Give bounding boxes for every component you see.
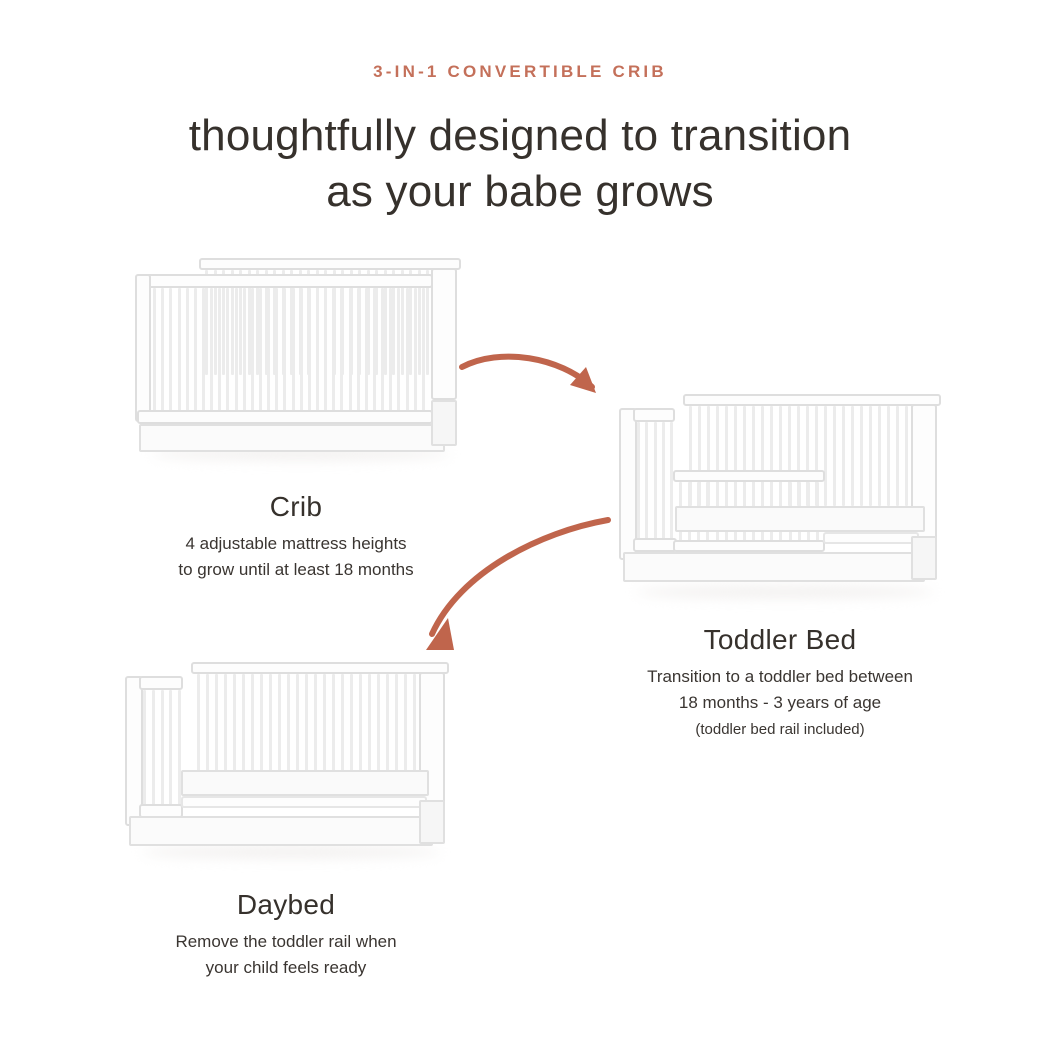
toddler-guard-rail-bottom [673, 540, 825, 552]
page-title-line-1: thoughtfully designed to transition [188, 111, 852, 160]
daybed-back-slats [197, 674, 443, 774]
crib-left-post [135, 274, 151, 422]
stage-toddler-desc-line-2: 18 months - 3 years of age [678, 692, 882, 712]
crib-front-bottom-rail [137, 410, 433, 424]
daybed-mattress-deck [181, 770, 429, 796]
daybed-base [129, 816, 433, 846]
toddler-mattress-deck [675, 506, 925, 532]
toddler-base-side [911, 536, 937, 580]
toddler-guard-rail-top [673, 470, 825, 482]
toddler-headboard-slats [637, 422, 673, 542]
page-title-line-2: as your babe grows [326, 167, 714, 217]
daybed-headboard-top-rail [139, 676, 183, 690]
crib-base [139, 424, 445, 452]
stage-crib-title: Crib [269, 491, 323, 522]
stage-crib-desc-line-2: to grow until at least 18 months [178, 559, 414, 579]
stage-toddler-note: (toddler bed rail included) [695, 721, 865, 738]
crib-illustration [131, 252, 461, 477]
toddler-bed-illustration [615, 380, 945, 610]
stage-daybed [86, 650, 486, 980]
stage-toddler-description [580, 664, 980, 715]
toddler-open-front-edge [823, 532, 919, 544]
daybed-shadow [141, 846, 441, 858]
daybed-headboard-slats [143, 690, 181, 808]
crib-front-top-rail [137, 274, 433, 288]
daybed-open-front-edge [181, 796, 427, 808]
toddler-headboard-top-rail [633, 408, 675, 422]
stage-daybed-desc-line-2: your child feels ready [205, 957, 367, 977]
stage-daybed-desc-line-1: Remove the toddler rail when [175, 932, 397, 951]
stage-crib-desc-line-1: 4 adjustable mattress heights [185, 534, 407, 553]
stage-daybed-title: Daybed [236, 889, 336, 920]
crib-front-slats [145, 288, 425, 414]
toddler-bed-shadow [635, 586, 935, 598]
toddler-headboard-bottom-rail [633, 538, 677, 552]
stage-toddler-desc-line-1: Transition to a toddler bed between [647, 667, 913, 686]
stage-toddler-title: Toddler Bed [703, 624, 857, 655]
stage-daybed-description [86, 929, 486, 980]
toddler-back-top-rail [683, 394, 941, 406]
daybed-illustration [121, 650, 451, 875]
daybed-base-side [419, 800, 445, 844]
eyebrow-label: 3-IN-1 CONVERTIBLE CRIB [373, 62, 667, 81]
arrow-crib-to-toddler-icon [450, 345, 630, 425]
crib-back-top-rail [199, 258, 461, 270]
stage-toddler-bed [580, 380, 980, 742]
page-title [0, 108, 1040, 221]
arrow-toddler-to-daybed-icon [390, 510, 620, 670]
toddler-base [623, 552, 925, 582]
